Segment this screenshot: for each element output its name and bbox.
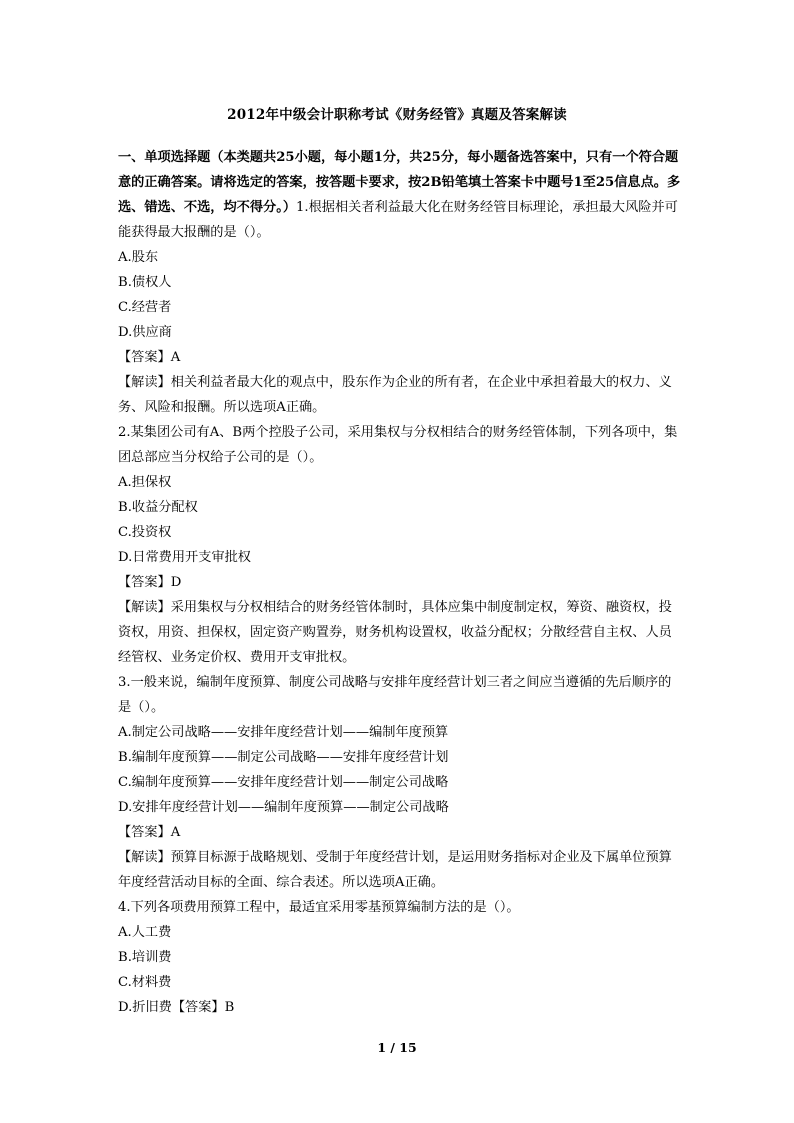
answer-value: D xyxy=(170,575,182,590)
option: D.折旧费 xyxy=(118,1000,172,1015)
page-number: 1 / 15 xyxy=(377,1040,417,1055)
option: B.培训费 xyxy=(118,950,172,965)
option: C.经营者 xyxy=(118,300,172,315)
option: C.编制年度预算——安排年度经营计划——制定公司战略 xyxy=(118,775,449,790)
option: C.投资权 xyxy=(118,525,172,540)
document-body xyxy=(118,145,683,1020)
section-header-with-question-1 xyxy=(118,145,683,245)
analysis-paragraph xyxy=(118,370,683,420)
question-stem: 1.根据相关者利益最大化在财务经管目标理论，承担最大风险并可能获得最大报酬的是（）。 xyxy=(118,200,678,240)
analysis-paragraph xyxy=(118,595,683,670)
answer-line xyxy=(118,570,683,595)
analysis-label: 【解读】 xyxy=(118,600,171,615)
answer-label: 【答案】 xyxy=(118,350,171,365)
answer-value: A xyxy=(170,825,181,840)
answer-label: 【答案】 xyxy=(118,575,171,590)
document-title: 2012年中级会计职称考试《财务经管》真题及答案解读 xyxy=(227,107,567,123)
answer-line xyxy=(118,820,683,845)
option: A.担保权 xyxy=(118,475,172,490)
option: B.收益分配权 xyxy=(118,500,198,515)
answer-label: 【答案】 xyxy=(171,1000,225,1015)
question-stem: 3.一般来说，编制年度预算、制度公司战略与安排年度经营计划三者之间应当遵循的先后顺序的是（）。 xyxy=(118,675,672,715)
section-header: 一、单项选择题（本类题共25小题，每小题1分，共25分，每小题备选答案中，只有一个符合题意的正确答案。请将选定的答案，按答题卡要求，按2B铅笔填土答案卡中题号1至25信息点。多选、错选、不选，均不得分。） xyxy=(118,150,681,215)
answer-line xyxy=(118,345,683,370)
option: B.债权人 xyxy=(118,275,172,290)
option: D.供应商 xyxy=(118,325,172,340)
option-with-answer xyxy=(118,995,683,1020)
answer-label: 【答案】 xyxy=(118,825,171,840)
question-stem: 2.某集团公司有A、B两个控股子公司，采用集权与分权相结合的财务经管体制，下列各项中，集团总部应当分权给子公司的是（）。 xyxy=(118,425,678,465)
analysis-text: 预算目标源于战略规划、受制于年度经营计划，是运用财务指标对企业及下属单位预算年度经营活动目标的全面、综合表述。所以选项A正确。 xyxy=(118,850,672,890)
option: A.股东 xyxy=(118,250,159,265)
option: D.日常费用开支审批权 xyxy=(118,550,251,565)
analysis-text: 相关利益者最大化的观点中，股东作为企业的所有者，在企业中承担着最大的权力、义务、风险和报酬。所以选项A正确。 xyxy=(118,375,672,415)
analysis-label: 【解读】 xyxy=(118,375,171,390)
analysis-paragraph xyxy=(118,845,683,895)
question-stem: 4.下列各项费用预算工程中，最适宜采用零基预算编制方法的是（）。 xyxy=(118,900,520,915)
answer-value: B xyxy=(224,1000,235,1015)
option: A.人工费 xyxy=(118,925,172,940)
option: B.编制年度预算——制定公司战略——安排年度经营计划 xyxy=(118,750,449,765)
analysis-text: 采用集权与分权相结合的财务经管体制时，具体应集中制度制定权，筹资、融资权，投资权，用资、担保权，固定资产购置券，财务机构设置权，收益分配权；分散经营自主权、人员经管权、业务定价权、费用开支审批权。 xyxy=(118,600,672,665)
option: C.材料费 xyxy=(118,975,172,990)
option: A.制定公司战略——安排年度经营计划——编制年度预算 xyxy=(118,725,449,740)
analysis-label: 【解读】 xyxy=(118,850,171,865)
option: D.安排年度经营计划——编制年度预算——制定公司战略 xyxy=(118,800,449,815)
answer-value: A xyxy=(170,350,181,365)
